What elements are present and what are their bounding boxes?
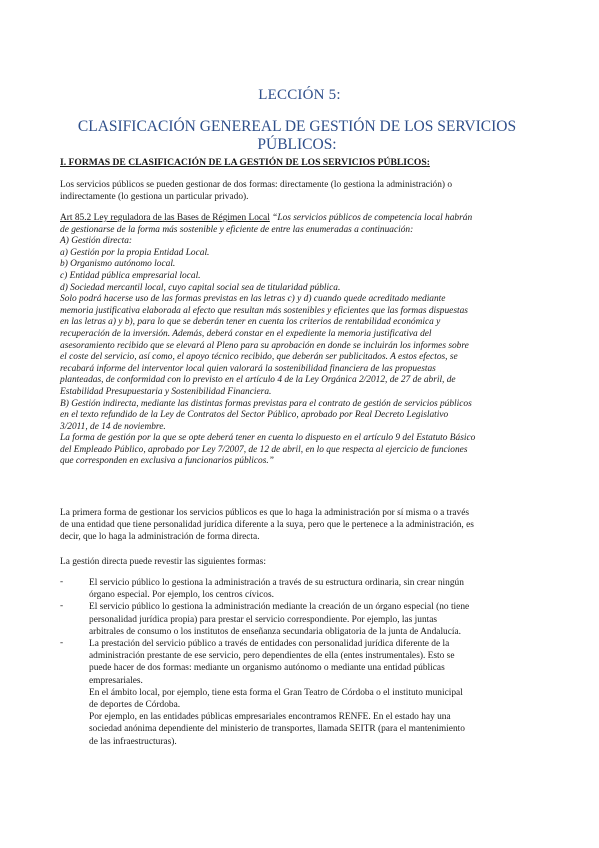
text-line: indirectamente (lo gestiona un particular privado). bbox=[60, 191, 249, 202]
quote-line: de gestionarse de la forma más sostenible y eficiente de entre las enumeradas a continuación: bbox=[60, 224, 414, 235]
quote-line: planteadas, de conformidad con lo previsto en el artículo 4 de la Ley Orgánica 2/2012, de 27 de abril, de bbox=[60, 375, 456, 386]
text-line: sociedad anónima dependiente del ministerio de transportes, llamada SEITR (para el mantenimiento bbox=[89, 724, 465, 735]
quote-line: asesoramiento recibido que se elevará al Pleno para su aprobación en donde se incluirán los informes sobre bbox=[60, 340, 469, 351]
text-line: Los servicios públicos se pueden gestionar de dos formas: directamente (lo gestiona la administración) o bbox=[60, 180, 453, 190]
text-line: de las infraestructuras). bbox=[89, 736, 177, 747]
text-line: La primera forma de gestionar los servicios públicos es que lo haga la administración por sí misma o a través bbox=[60, 508, 469, 518]
text-line: personalidad jurídica propia) para prestar el servicio correspondiente. Por ejemplo, las juntas bbox=[89, 614, 438, 625]
quote-line: en el texto refundido de la Ley de Contratos del Sector Público, aprobado por Real Decreto Legislativo bbox=[60, 410, 449, 421]
quote-line: c) Entidad pública empresarial local. bbox=[60, 270, 201, 281]
direct-forms-list bbox=[60, 577, 544, 748]
quote-line: memoria justificativa elaborada al efecto que resultan más sostenibles y eficientes que las formas dispuestas bbox=[60, 305, 468, 316]
text-line: empresariales. bbox=[89, 675, 143, 686]
intro-paragraph bbox=[60, 180, 540, 203]
quote-line: Solo podrá hacerse uso de las formas previstas en las letras c) y d) cuando quede acreditado mediante bbox=[60, 294, 446, 305]
quote-line: B) Gestión indirecta, mediante las distintas formas previstas para el contrato de gestión de servicios públicos bbox=[60, 398, 472, 409]
quote-line: 3/2011, de 14 de noviembre. bbox=[60, 421, 166, 432]
text-line: Por ejemplo, en las entidades públicas empresariales encontramos RENFE. En el estado hay una bbox=[89, 712, 451, 723]
text-line: En el ámbito local, por ejemplo, tiene esta forma el Gran Teatro de Córdoba o el instituto municipal bbox=[89, 687, 463, 698]
legal-quote bbox=[60, 213, 540, 468]
text-line: de deportes de Córdoba. bbox=[89, 700, 181, 711]
text-line: El servicio público lo gestiona la administración mediante la creación de un órgano especial (no tiene bbox=[89, 602, 470, 613]
list-dash: - bbox=[60, 577, 64, 587]
quote-line: b) Organismo autónomo local. bbox=[60, 259, 176, 270]
quote-line: d) Sociedad mercantil local, cuyo capital social sea de titularidad pública. bbox=[60, 282, 341, 293]
section-heading: I. FORMAS DE CLASIFICACIÓN DE LA GESTIÓN DE LOS SERVICIOS PÚBLICOS: bbox=[60, 157, 430, 168]
text-line: administración prestante de ese servicio, pero dependientes de ella (entes instrumentales). Esto se bbox=[89, 651, 455, 662]
list-item bbox=[60, 577, 544, 601]
quote-line: que corresponden en exclusiva a funcionarios públicos.” bbox=[60, 456, 274, 467]
text-line: decir, que lo haga la administración de forma directa. bbox=[60, 532, 260, 542]
text-line: La prestación del servicio público a través de entidades con personalidad jurídica diferente de la bbox=[89, 639, 450, 650]
text-line: arbitrales de consumo o los institutos de enseñanza secundaria obligatoria de la junta de Andalucía. bbox=[89, 626, 462, 637]
title-line: PÚBLICOS: bbox=[257, 136, 337, 153]
page-title bbox=[60, 118, 534, 154]
quote-line: A) Gestión directa: bbox=[60, 236, 133, 247]
lesson-heading: LECCIÓN 5: bbox=[258, 87, 341, 103]
quote-line: recabará informe del interventor local quien valorará la sostenibilidad financiera de las propuestas bbox=[60, 363, 436, 374]
quote-line: del Empleado Público, aprobado por Ley 7/2007, de 12 de abril, en lo que respecta al ejercicio de funciones bbox=[60, 444, 468, 455]
list-dash: - bbox=[60, 601, 64, 612]
quote-first-line bbox=[60, 213, 540, 225]
title-line: CLASIFICACIÓN GENEREAL DE GESTIÓN DE LOS SERVICIOS bbox=[77, 118, 517, 135]
text-line: órgano especial. Por ejemplo, los centros cívicos. bbox=[89, 590, 274, 601]
quote-line: Estabilidad Presupuestaria y Sostenibilidad Financiera. bbox=[60, 386, 272, 397]
quote-line: en las letras a) y b), para lo que se deberán tener en cuenta los criterios de rentabilidad económica y bbox=[60, 317, 441, 328]
text-line: de una entidad que tiene personalidad jurídica diferente a la suya, pero que le pertenece a la administración, es bbox=[60, 520, 474, 530]
quote-line: recuperación de la inversión. Además, deberá constar en el expediente la memoria justificativa del bbox=[60, 328, 432, 339]
quote-text: “Los servicios públicos de competencia local habrán bbox=[269, 213, 473, 223]
direct-management-paragraph bbox=[60, 507, 544, 543]
quote-line: a) Gestión por la propia Entidad Local. bbox=[60, 247, 210, 258]
text-line: puede hacer de dos formas: mediante un organismo autónomo o mediante una entidad públicas bbox=[89, 663, 445, 674]
list-dash: - bbox=[60, 638, 64, 649]
quote-line: La forma de gestión por la que se opte deberá tener en cuenta lo dispuesto en el artículo 9 del Estatuto Básico bbox=[60, 433, 476, 444]
forms-intro: La gestión directa puede revestir las siguientes formas: bbox=[60, 557, 266, 567]
law-reference: Art 85.2 Ley reguladora de las Bases de Régimen Local bbox=[60, 213, 270, 223]
quote-line: el coste del servicio, así como, el apoyo técnico recibido, que deberán ser publicitados. A estos efectos, se bbox=[60, 352, 458, 363]
list-item bbox=[60, 601, 544, 638]
text-line: El servicio público lo gestiona la administración a través de su estructura ordinaria, sin crear ningún bbox=[89, 578, 464, 588]
list-item bbox=[60, 638, 544, 748]
